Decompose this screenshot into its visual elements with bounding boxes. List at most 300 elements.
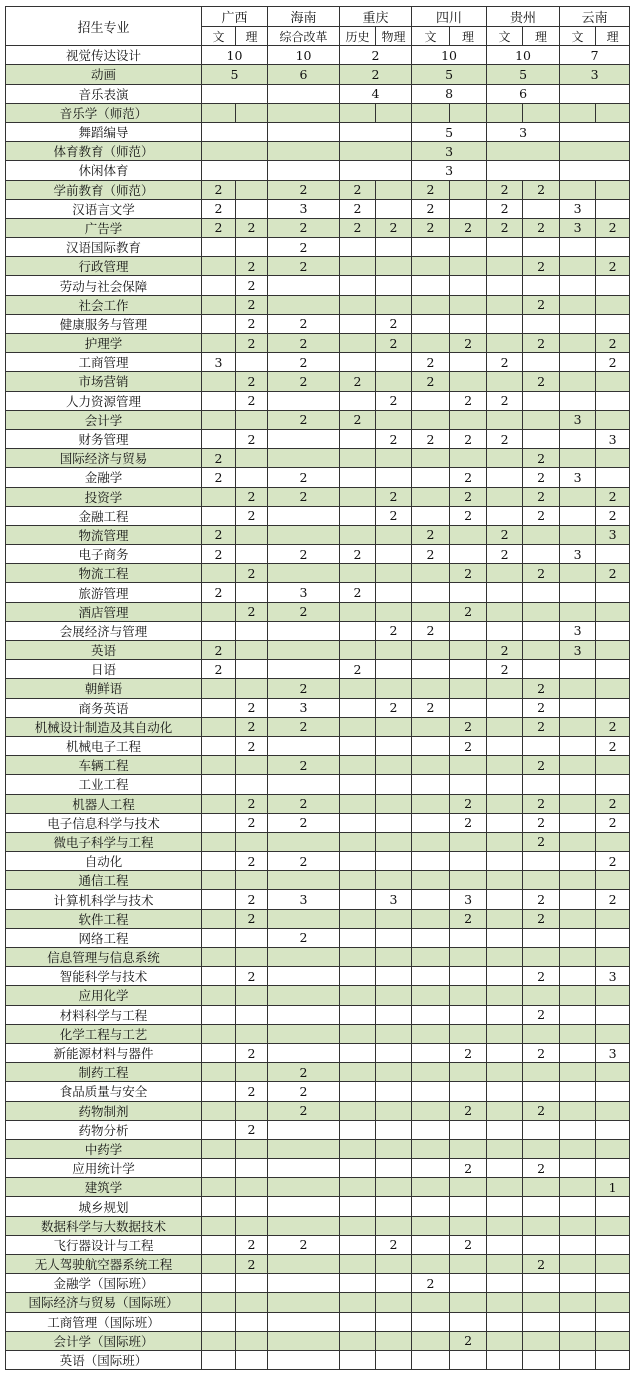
quota-cell bbox=[487, 372, 523, 391]
quota-cell bbox=[202, 698, 236, 717]
quota-cell bbox=[596, 641, 630, 660]
quota-cell bbox=[450, 1274, 487, 1293]
quota-cell bbox=[487, 1101, 523, 1120]
quota-cell bbox=[202, 410, 236, 429]
quota-cell bbox=[340, 871, 376, 890]
quota-cell bbox=[236, 410, 268, 429]
table-row bbox=[6, 909, 630, 928]
quota-cell: 2 bbox=[412, 218, 450, 237]
quota-cell: 2 bbox=[450, 391, 487, 410]
quota-cell bbox=[412, 1197, 450, 1216]
quota-cell bbox=[412, 602, 450, 621]
quota-cell bbox=[412, 238, 450, 257]
quota-cell bbox=[376, 717, 412, 736]
quota-cell bbox=[202, 1082, 236, 1101]
quota-cell bbox=[202, 1274, 236, 1293]
quota-cell bbox=[523, 1350, 560, 1369]
quota-cell: 1 bbox=[596, 1178, 630, 1197]
quota-cell: 2 bbox=[376, 314, 412, 333]
quota-cell bbox=[450, 1293, 487, 1312]
quota-cell bbox=[487, 142, 560, 161]
quota-cell: 3 bbox=[560, 65, 630, 84]
quota-cell: 2 bbox=[523, 813, 560, 832]
quota-cell: 2 bbox=[236, 372, 268, 391]
quota-cell bbox=[376, 1350, 412, 1369]
quota-cell bbox=[340, 103, 376, 122]
table-row bbox=[6, 1312, 630, 1331]
quota-cell bbox=[596, 1293, 630, 1312]
quota-cell: 2 bbox=[412, 353, 450, 372]
quota-cell bbox=[236, 948, 268, 967]
quota-cell bbox=[450, 314, 487, 333]
quota-cell bbox=[268, 1005, 340, 1024]
subject-header: 理 bbox=[596, 27, 630, 46]
quota-cell bbox=[487, 890, 523, 909]
quota-cell bbox=[412, 928, 450, 947]
quota-cell bbox=[376, 295, 412, 314]
quota-cell bbox=[340, 238, 376, 257]
quota-cell bbox=[412, 948, 450, 967]
quota-cell: 3 bbox=[560, 621, 596, 640]
quota-cell bbox=[236, 1139, 268, 1158]
quota-cell: 2 bbox=[340, 180, 376, 199]
quota-cell bbox=[376, 545, 412, 564]
quota-cell: 5 bbox=[412, 122, 487, 141]
quota-cell bbox=[523, 353, 560, 372]
quota-cell: 2 bbox=[450, 487, 487, 506]
quota-cell bbox=[376, 257, 412, 276]
quota-cell bbox=[412, 852, 450, 871]
quota-cell bbox=[450, 180, 487, 199]
quota-cell bbox=[487, 1197, 523, 1216]
quota-cell: 2 bbox=[236, 736, 268, 755]
table-row bbox=[6, 679, 630, 698]
table-row bbox=[6, 948, 630, 967]
quota-cell bbox=[487, 103, 523, 122]
quota-cell bbox=[202, 1312, 236, 1331]
table-row bbox=[6, 372, 630, 391]
quota-cell bbox=[376, 199, 412, 218]
table-row bbox=[6, 218, 630, 237]
quota-cell bbox=[202, 372, 236, 391]
quota-cell bbox=[268, 736, 340, 755]
quota-cell bbox=[487, 1063, 523, 1082]
quota-cell: 2 bbox=[487, 525, 523, 544]
quota-cell bbox=[340, 161, 412, 180]
quota-cell bbox=[268, 986, 340, 1005]
major-name-cell: 体育教育（师范） bbox=[6, 142, 202, 161]
quota-cell: 2 bbox=[376, 506, 412, 525]
quota-cell: 2 bbox=[268, 717, 340, 736]
quota-cell bbox=[412, 1178, 450, 1197]
quota-cell: 2 bbox=[340, 372, 376, 391]
quota-cell bbox=[340, 1312, 376, 1331]
subject-header: 理 bbox=[236, 27, 268, 46]
table-row bbox=[6, 1216, 630, 1235]
quota-cell bbox=[340, 1216, 376, 1235]
quota-cell: 2 bbox=[523, 1101, 560, 1120]
quota-cell bbox=[450, 199, 487, 218]
quota-cell bbox=[560, 1350, 596, 1369]
quota-cell: 2 bbox=[412, 180, 450, 199]
quota-cell bbox=[523, 1024, 560, 1043]
quota-cell: 2 bbox=[523, 679, 560, 698]
table-row bbox=[6, 832, 630, 851]
quota-cell bbox=[560, 429, 596, 448]
quota-cell bbox=[236, 238, 268, 257]
quota-cell bbox=[450, 621, 487, 640]
quota-cell bbox=[560, 890, 596, 909]
quota-cell bbox=[596, 1120, 630, 1139]
quota-cell bbox=[268, 142, 340, 161]
table-row bbox=[6, 813, 630, 832]
quota-cell bbox=[560, 525, 596, 544]
quota-cell bbox=[560, 1139, 596, 1158]
quota-cell bbox=[412, 679, 450, 698]
quota-cell bbox=[487, 736, 523, 755]
quota-cell: 2 bbox=[202, 525, 236, 544]
quota-cell bbox=[268, 621, 340, 640]
quota-cell bbox=[340, 1178, 376, 1197]
quota-cell: 2 bbox=[450, 909, 487, 928]
quota-cell bbox=[596, 1216, 630, 1235]
quota-cell bbox=[340, 928, 376, 947]
quota-cell bbox=[236, 353, 268, 372]
quota-cell bbox=[487, 1082, 523, 1101]
quota-cell bbox=[450, 852, 487, 871]
quota-cell: 2 bbox=[596, 794, 630, 813]
major-name-cell: 食品质量与安全 bbox=[6, 1082, 202, 1101]
quota-cell bbox=[202, 257, 236, 276]
quota-cell: 3 bbox=[560, 410, 596, 429]
major-name-cell: 飞行器设计与工程 bbox=[6, 1235, 202, 1254]
quota-cell: 2 bbox=[202, 199, 236, 218]
province-header-row bbox=[6, 7, 630, 27]
quota-cell: 2 bbox=[202, 449, 236, 468]
quota-cell bbox=[523, 1063, 560, 1082]
major-name-cell: 汉语国际教育 bbox=[6, 238, 202, 257]
quota-cell bbox=[268, 1216, 340, 1235]
quota-cell bbox=[412, 813, 450, 832]
major-name-cell: 英语 bbox=[6, 641, 202, 660]
quota-cell bbox=[450, 1139, 487, 1158]
quota-cell bbox=[340, 621, 376, 640]
table-row bbox=[6, 1043, 630, 1062]
quota-cell bbox=[412, 832, 450, 851]
quota-cell bbox=[596, 391, 630, 410]
quota-cell bbox=[412, 334, 450, 353]
quota-cell bbox=[412, 756, 450, 775]
quota-cell bbox=[487, 1159, 523, 1178]
quota-cell bbox=[560, 142, 630, 161]
quota-cell bbox=[523, 410, 560, 429]
quota-cell: 2 bbox=[236, 909, 268, 928]
quota-cell bbox=[340, 1197, 376, 1216]
major-name-cell: 应用化学 bbox=[6, 986, 202, 1005]
quota-cell: 2 bbox=[450, 564, 487, 583]
quota-cell: 3 bbox=[596, 429, 630, 448]
quota-cell bbox=[487, 564, 523, 583]
table-row bbox=[6, 698, 630, 717]
major-name-cell: 建筑学 bbox=[6, 1178, 202, 1197]
quota-cell bbox=[487, 948, 523, 967]
major-name-cell: 软件工程 bbox=[6, 909, 202, 928]
quota-cell bbox=[376, 1274, 412, 1293]
quota-cell: 2 bbox=[450, 218, 487, 237]
quota-cell: 10 bbox=[268, 46, 340, 65]
table-row bbox=[6, 65, 630, 84]
quota-cell bbox=[487, 161, 560, 180]
subject-header: 文 bbox=[560, 27, 596, 46]
major-name-cell: 人力资源管理 bbox=[6, 391, 202, 410]
quota-cell bbox=[487, 794, 523, 813]
quota-cell bbox=[376, 1216, 412, 1235]
major-name-cell: 广告学 bbox=[6, 218, 202, 237]
quota-cell bbox=[268, 641, 340, 660]
quota-cell: 2 bbox=[523, 1043, 560, 1062]
major-name-cell: 金融工程 bbox=[6, 506, 202, 525]
province-yunnan-header: 云南 bbox=[560, 7, 630, 27]
quota-cell bbox=[376, 449, 412, 468]
quota-cell bbox=[340, 334, 376, 353]
quota-cell: 2 bbox=[268, 334, 340, 353]
quota-cell bbox=[560, 449, 596, 468]
quota-cell bbox=[487, 1005, 523, 1024]
quota-cell bbox=[376, 871, 412, 890]
quota-cell bbox=[487, 871, 523, 890]
quota-cell bbox=[596, 1197, 630, 1216]
quota-cell bbox=[596, 199, 630, 218]
quota-cell bbox=[340, 756, 376, 775]
quota-cell bbox=[523, 1216, 560, 1235]
quota-cell bbox=[412, 1043, 450, 1062]
quota-cell bbox=[268, 449, 340, 468]
quota-cell bbox=[450, 871, 487, 890]
quota-cell bbox=[560, 1043, 596, 1062]
quota-cell bbox=[268, 1139, 340, 1158]
quota-cell bbox=[202, 122, 268, 141]
quota-cell: 2 bbox=[268, 372, 340, 391]
quota-cell bbox=[340, 391, 376, 410]
quota-cell: 2 bbox=[450, 506, 487, 525]
quota-cell bbox=[450, 1197, 487, 1216]
quota-cell: 5 bbox=[412, 65, 487, 84]
quota-cell bbox=[560, 660, 596, 679]
table-row bbox=[6, 103, 630, 122]
quota-cell bbox=[560, 1120, 596, 1139]
quota-cell bbox=[340, 1235, 376, 1254]
quota-cell bbox=[412, 1216, 450, 1235]
quota-cell bbox=[376, 794, 412, 813]
table-row bbox=[6, 1197, 630, 1216]
quota-cell bbox=[487, 1178, 523, 1197]
quota-cell: 2 bbox=[236, 602, 268, 621]
quota-cell bbox=[376, 775, 412, 794]
quota-cell: 2 bbox=[236, 276, 268, 295]
quota-cell bbox=[340, 142, 412, 161]
table-row bbox=[6, 1178, 630, 1197]
quota-cell: 3 bbox=[560, 199, 596, 218]
quota-cell bbox=[560, 1331, 596, 1350]
quota-cell bbox=[268, 1043, 340, 1062]
quota-cell bbox=[523, 545, 560, 564]
quota-cell: 2 bbox=[202, 218, 236, 237]
quota-cell bbox=[202, 890, 236, 909]
table-row bbox=[6, 487, 630, 506]
quota-cell bbox=[376, 660, 412, 679]
quota-cell bbox=[412, 276, 450, 295]
quota-cell bbox=[340, 295, 376, 314]
quota-cell bbox=[560, 295, 596, 314]
quota-cell: 3 bbox=[560, 468, 596, 487]
quota-cell: 2 bbox=[450, 468, 487, 487]
quota-cell bbox=[450, 583, 487, 602]
quota-cell: 2 bbox=[412, 429, 450, 448]
quota-cell bbox=[202, 736, 236, 755]
quota-cell bbox=[560, 1235, 596, 1254]
major-name-cell: 行政管理 bbox=[6, 257, 202, 276]
quota-cell bbox=[450, 545, 487, 564]
table-row bbox=[6, 1024, 630, 1043]
quota-cell bbox=[596, 775, 630, 794]
quota-cell: 2 bbox=[412, 372, 450, 391]
quota-cell: 3 bbox=[487, 122, 560, 141]
quota-cell bbox=[560, 736, 596, 755]
quota-cell bbox=[340, 1082, 376, 1101]
major-name-cell: 会展经济与管理 bbox=[6, 621, 202, 640]
subject-header: 综合改革 bbox=[268, 27, 340, 46]
quota-cell bbox=[487, 1024, 523, 1043]
quota-cell bbox=[236, 928, 268, 947]
quota-cell bbox=[236, 1178, 268, 1197]
quota-cell: 2 bbox=[523, 832, 560, 851]
quota-cell: 2 bbox=[236, 391, 268, 410]
quota-cell: 2 bbox=[268, 257, 340, 276]
quota-cell bbox=[412, 1255, 450, 1274]
quota-cell bbox=[560, 1159, 596, 1178]
quota-cell bbox=[450, 1082, 487, 1101]
quota-cell bbox=[596, 756, 630, 775]
quota-cell bbox=[202, 986, 236, 1005]
quota-cell bbox=[236, 583, 268, 602]
quota-cell bbox=[560, 1197, 596, 1216]
quota-cell bbox=[487, 1331, 523, 1350]
quota-cell: 2 bbox=[268, 1063, 340, 1082]
quota-cell: 2 bbox=[523, 909, 560, 928]
quota-cell bbox=[560, 1255, 596, 1274]
quota-cell bbox=[236, 679, 268, 698]
quota-cell bbox=[596, 180, 630, 199]
quota-cell bbox=[268, 391, 340, 410]
major-name-cell: 信息管理与信息系统 bbox=[6, 948, 202, 967]
quota-cell bbox=[560, 180, 596, 199]
quota-cell bbox=[202, 1197, 236, 1216]
major-name-cell: 财务管理 bbox=[6, 429, 202, 448]
major-name-cell: 中药学 bbox=[6, 1139, 202, 1158]
quota-cell bbox=[412, 257, 450, 276]
quota-cell bbox=[268, 948, 340, 967]
quota-cell bbox=[487, 679, 523, 698]
major-name-cell: 工商管理（国际班） bbox=[6, 1312, 202, 1331]
quota-cell bbox=[202, 775, 236, 794]
quota-cell bbox=[560, 698, 596, 717]
quota-cell: 2 bbox=[523, 1255, 560, 1274]
quota-cell bbox=[450, 756, 487, 775]
quota-cell bbox=[487, 1293, 523, 1312]
quota-cell: 2 bbox=[523, 506, 560, 525]
table-row bbox=[6, 928, 630, 947]
quota-cell: 2 bbox=[596, 487, 630, 506]
quota-cell bbox=[560, 1293, 596, 1312]
quota-cell: 2 bbox=[268, 1101, 340, 1120]
quota-cell: 7 bbox=[560, 46, 630, 65]
quota-cell bbox=[596, 871, 630, 890]
quota-cell bbox=[340, 314, 376, 333]
quota-cell bbox=[450, 1312, 487, 1331]
major-column-header: 招生专业 bbox=[6, 7, 202, 46]
table-row bbox=[6, 161, 630, 180]
quota-cell: 2 bbox=[450, 1043, 487, 1062]
table-row bbox=[6, 314, 630, 333]
quota-cell bbox=[236, 1293, 268, 1312]
quota-cell bbox=[523, 641, 560, 660]
quota-cell: 2 bbox=[487, 429, 523, 448]
quota-cell bbox=[487, 238, 523, 257]
major-name-cell: 工业工程 bbox=[6, 775, 202, 794]
quota-cell bbox=[202, 852, 236, 871]
quota-cell: 2 bbox=[268, 756, 340, 775]
quota-cell bbox=[268, 1274, 340, 1293]
quota-cell: 2 bbox=[523, 890, 560, 909]
quota-cell bbox=[487, 909, 523, 928]
quota-cell: 2 bbox=[523, 717, 560, 736]
table-row bbox=[6, 1005, 630, 1024]
quota-cell bbox=[340, 1274, 376, 1293]
quota-cell bbox=[450, 525, 487, 544]
quota-cell bbox=[596, 986, 630, 1005]
quota-cell bbox=[236, 1024, 268, 1043]
quota-cell: 2 bbox=[236, 717, 268, 736]
major-name-cell: 商务英语 bbox=[6, 698, 202, 717]
major-name-cell: 金融学（国际班） bbox=[6, 1274, 202, 1293]
quota-cell bbox=[236, 1197, 268, 1216]
quota-cell bbox=[340, 353, 376, 372]
quota-cell bbox=[523, 928, 560, 947]
quota-cell bbox=[412, 1293, 450, 1312]
quota-cell bbox=[523, 429, 560, 448]
province-guangxi-header: 广西 bbox=[202, 7, 268, 27]
quota-cell: 2 bbox=[523, 1005, 560, 1024]
major-name-cell: 会计学 bbox=[6, 410, 202, 429]
quota-cell bbox=[487, 257, 523, 276]
quota-cell bbox=[202, 794, 236, 813]
quota-cell: 2 bbox=[268, 679, 340, 698]
quota-cell bbox=[340, 1005, 376, 1024]
quota-cell bbox=[376, 832, 412, 851]
quota-cell bbox=[340, 775, 376, 794]
quota-cell: 2 bbox=[236, 506, 268, 525]
quota-cell bbox=[376, 238, 412, 257]
table-row bbox=[6, 641, 630, 660]
quota-cell bbox=[412, 775, 450, 794]
quota-cell bbox=[487, 967, 523, 986]
quota-cell bbox=[596, 1235, 630, 1254]
quota-cell bbox=[523, 314, 560, 333]
major-name-cell: 无人驾驶航空器系统工程 bbox=[6, 1255, 202, 1274]
quota-cell bbox=[596, 679, 630, 698]
quota-cell bbox=[236, 468, 268, 487]
quota-cell bbox=[268, 429, 340, 448]
